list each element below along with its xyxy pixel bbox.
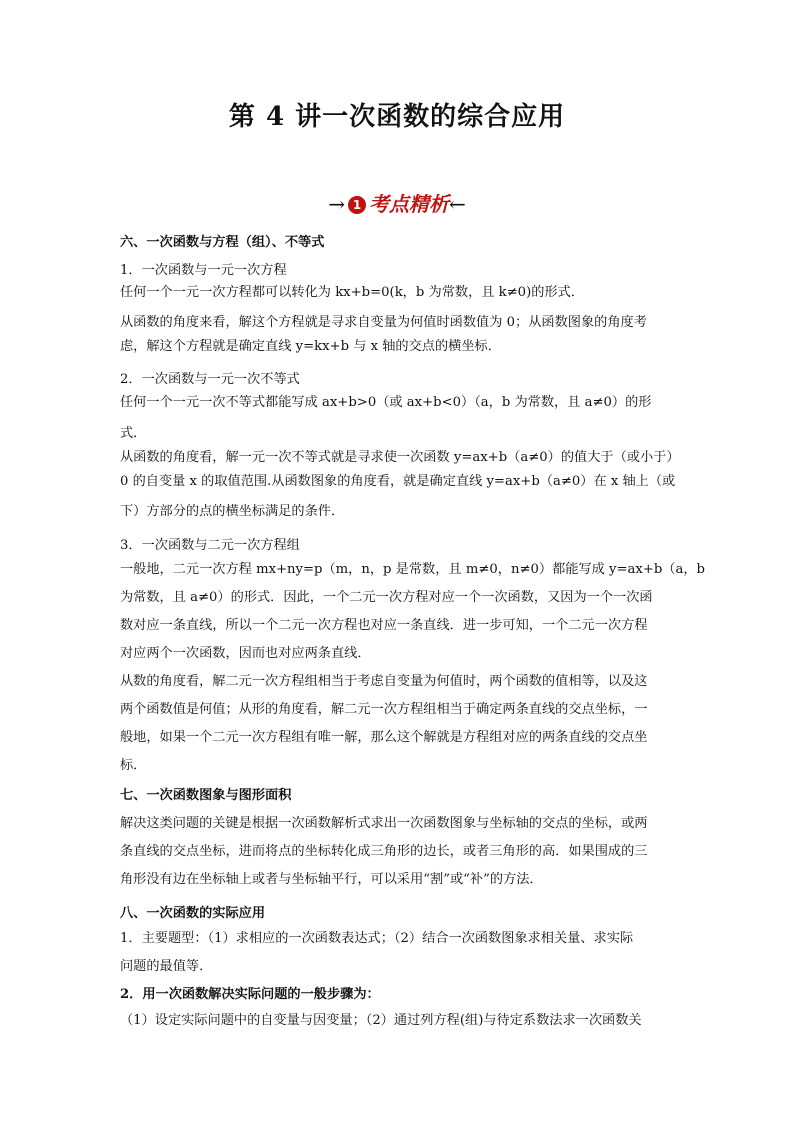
section-heading-text: 八、一次函数的实际应用 bbox=[120, 906, 266, 921]
text-line: 一般地，二元一次方程 mx+ny=p（m，n，p 是常数，且 m≠0，n≠0）都能写成 y=ax+b（a，b bbox=[120, 562, 705, 577]
text-line: 虑，解这个方程就是确定直线 y=kx+b 与 x 轴的交点的横坐标． bbox=[120, 339, 501, 354]
text-line: 2．一次函数与一元一次不等式 bbox=[120, 372, 300, 387]
text-line: 角形没有边在坐标轴上或者与坐标轴平行，可以采用“割”或“补”的方法． bbox=[120, 872, 543, 887]
text-line: 条直线的交点坐标，进而将点的坐标转化成三角形的边长，或者三角形的高．如果围成的三 bbox=[120, 844, 648, 859]
text-line: 从数的角度看，解二元一次方程组相当于考虑自变量为何值时，两个函数的值相等，以及这 bbox=[120, 674, 648, 689]
text-line: 1．主要题型：（1）求相应的一次函数表达式；（2）结合一次函数图象求相关量、求实际 bbox=[120, 931, 634, 946]
text-line: 1．一次函数与一元一次方程 bbox=[120, 263, 287, 278]
text-line: 任何一个一元一次不等式都能写成 ax+b>0（或 ax+b<0）（a，b 为常数，且 a≠0）的形 bbox=[120, 395, 652, 410]
text-line: 从函数的角度来看，解这个方程就是寻求自变量为何值时函数值为 0；从函数图象的角度考 bbox=[120, 315, 647, 330]
text-line: 标． bbox=[120, 758, 147, 773]
page-title: 第 4 讲一次函数的综合应用 bbox=[228, 102, 566, 132]
section-heading-text: 七、一次函数图象与图形面积 bbox=[120, 788, 292, 803]
section-label: 考点精析 bbox=[369, 192, 449, 216]
section-heading-text: 六、一次函数与方程（组）、不等式 bbox=[120, 235, 325, 250]
text-line: 数对应一条直线，所以一个二元一次方程也对应一条直线．进一步可知，一个二元一次方程 bbox=[120, 618, 648, 633]
text-line: 式． bbox=[120, 426, 147, 441]
right-arrow-icon: → bbox=[328, 192, 345, 216]
text-line: 3．一次函数与二元一次方程组 bbox=[120, 538, 300, 553]
text-line: 从函数的角度看，解一元一次不等式就是寻求使一次函数 y=ax+b（a≠0）的值大于（或小于） bbox=[120, 450, 680, 465]
text-line: 解决这类问题的关键是根据一次函数解析式求出一次函数图象与坐标轴的交点的坐标，或两 bbox=[120, 816, 648, 831]
text-line: 问题的最值等． bbox=[120, 959, 213, 974]
text-line: 对应两个一次函数，因而也对应两条直线． bbox=[120, 646, 371, 661]
section-heading bbox=[0, 188, 794, 217]
left-arrow-icon: ← bbox=[449, 192, 466, 216]
text-line: 般地，如果一个二元一次方程组有唯一解，那么这个解就是方程组对应的两条直线的交点坐 bbox=[120, 730, 648, 745]
text-line: 两个函数值是何值；从形的角度看，解二元一次方程组相当于确定两条直线的交点坐标，一 bbox=[120, 702, 648, 717]
section-number-badge: 1 bbox=[348, 196, 366, 214]
text-line: 0 的自变量 x 的取值范围.从函数图象的角度看，就是确定直线 y=ax+b（a≠0）在 x 轴上（或 bbox=[120, 474, 676, 489]
text-line: 任何一个一元一次方程都可以转化为 kx+b=0(k，b 为常数，且 k≠0)的形式． bbox=[120, 285, 584, 300]
text-line: 为常数，且 a≠0）的形式．因此，一个二元一次方程对应一个一次函数，又因为一个一次函 bbox=[120, 590, 653, 605]
text-line: 下）方部分的点的横坐标满足的条件． bbox=[120, 504, 345, 519]
text-line: （1）设定实际问题中的自变量与因变量；（2）通过列方程(组)与待定系数法求一次函数关 bbox=[120, 1013, 642, 1028]
section-heading-text: 2．用一次函数解决实际问题的一般步骤为： bbox=[120, 987, 380, 1002]
